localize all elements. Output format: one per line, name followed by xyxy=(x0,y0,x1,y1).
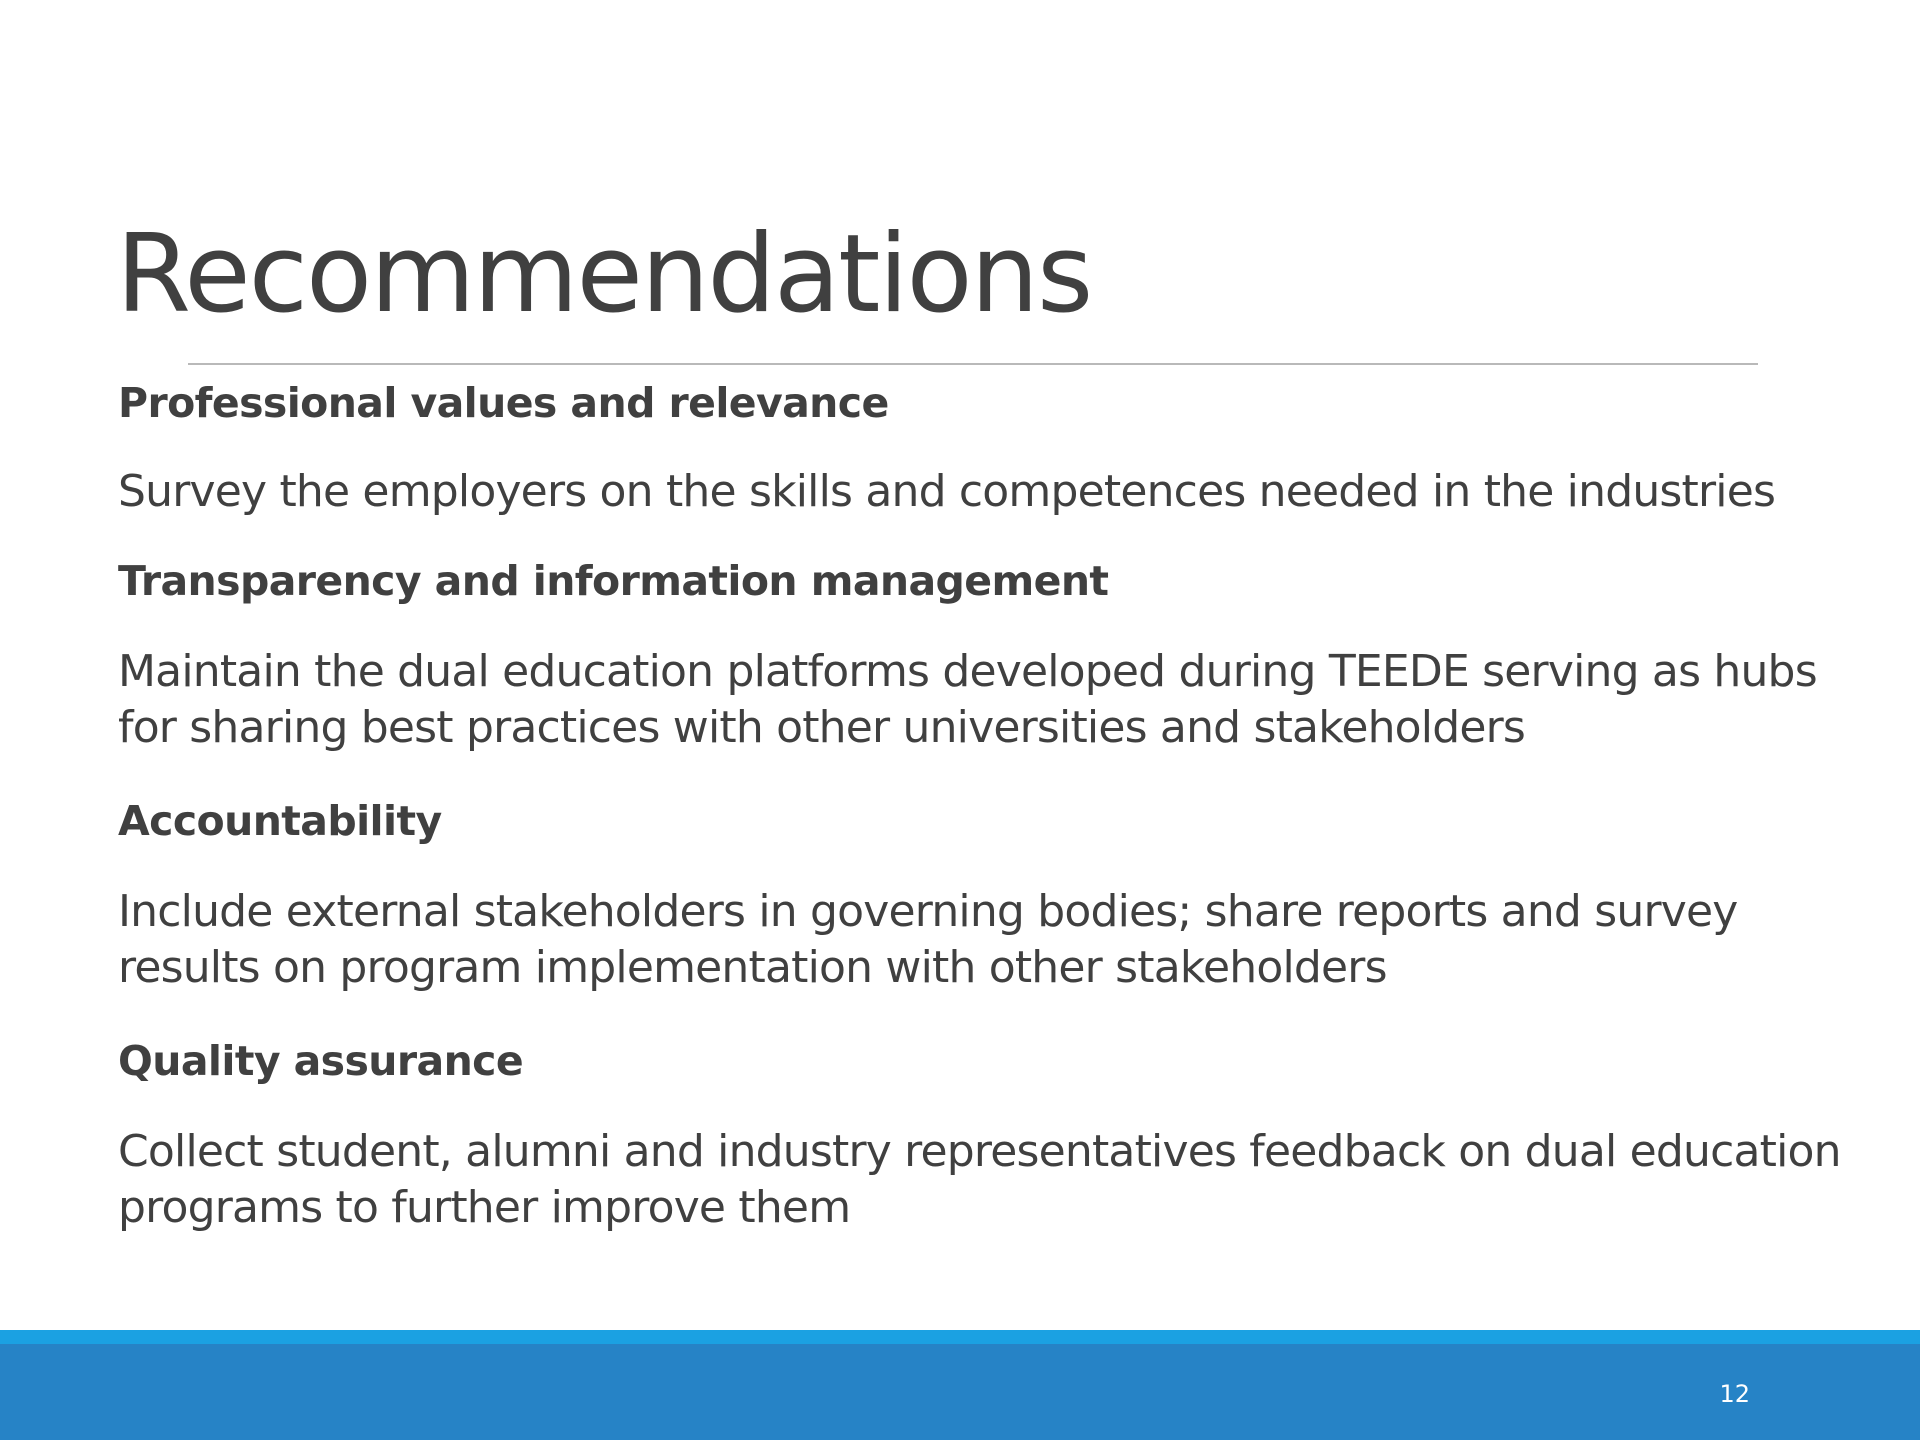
section-text-transparency: Maintain the dual education platforms developed during TEEDE serving as hubs for sharing best practices with other universities and stakeholders xyxy=(118,646,1817,753)
section-text-quality-assurance: Collect student, alumni and industry representatives feedback on dual education programs to further improve them xyxy=(118,1126,1841,1233)
title-divider xyxy=(188,363,1758,365)
section-heading-quality-assurance: Quality assurance xyxy=(118,1037,524,1085)
section-heading-accountability: Accountability xyxy=(118,797,442,845)
slide-title: Recommendations xyxy=(116,212,1092,337)
section-heading-transparency: Transparency and information management xyxy=(118,557,1109,605)
section-text-professional-values: Survey the employers on the skills and competences needed in the industries xyxy=(118,466,1776,517)
page-number: 12 xyxy=(1719,1380,1750,1408)
footer-bar xyxy=(0,1344,1920,1440)
section-text-accountability: Include external stakeholders in governing bodies; share reports and survey results on program implementation with other stakeholders xyxy=(118,886,1738,993)
section-heading-professional-values: Professional values and relevance xyxy=(118,379,889,427)
footer-accent-stripe xyxy=(0,1330,1920,1344)
slide-content xyxy=(118,372,1858,1236)
